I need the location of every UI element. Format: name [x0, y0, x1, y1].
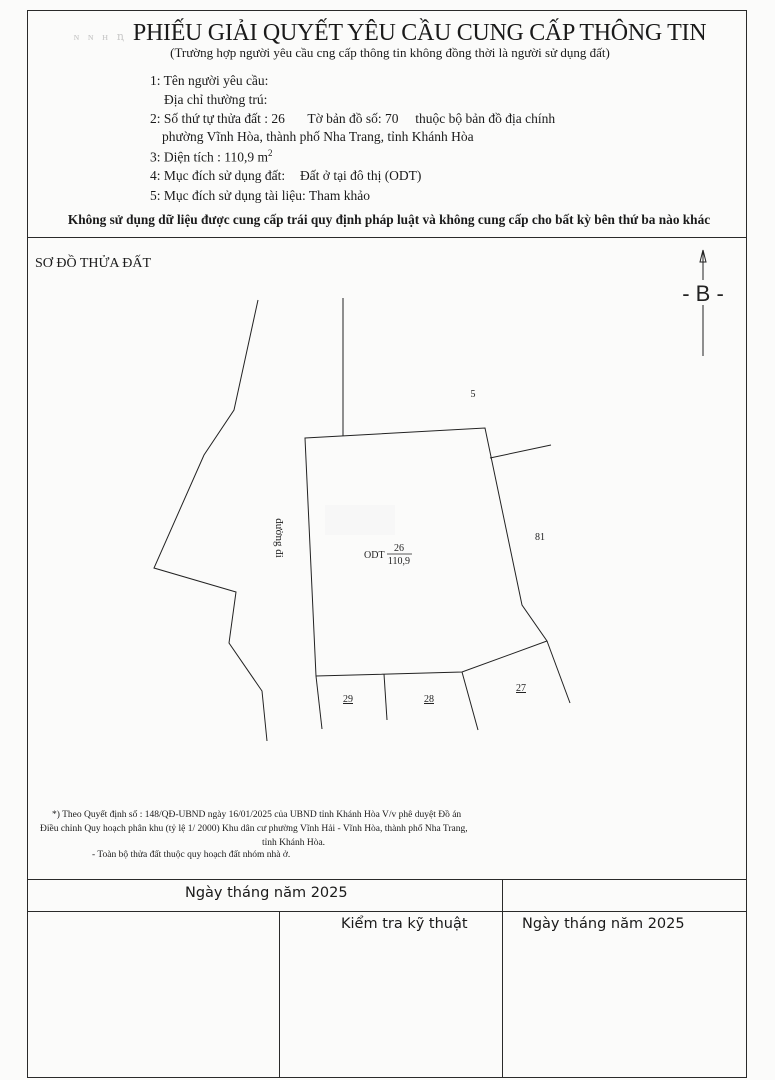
area-value: 3: Diện tích : 110,9 m: [150, 149, 268, 165]
parcel-area: 110,9: [387, 556, 411, 567]
land-use-label: 4: Mục đích sử dụng đất:: [150, 168, 286, 183]
road-left-boundary: [154, 300, 267, 741]
land-use-value: Đất ở tại đô thị (ODT): [299, 168, 422, 183]
planning-note-2: Điều chỉnh Quy hoạch phân khu (tỷ lệ 1/ 2000) Khu dân cư phường Vĩnh Hải - Vĩnh Hòa, thành phố Nha Trang,: [40, 824, 468, 834]
title-text: PHIẾU GIẢI QUYẾT YÊU CẦU CUNG CẤP THÔNG TIN: [132, 20, 707, 46]
redacted-area: [325, 505, 395, 535]
boundary-line-28: [384, 674, 387, 720]
neighbor-27: 27: [516, 683, 526, 694]
permanent-address: Địa chỉ thường trú:: [164, 92, 268, 107]
map-set: thuộc bộ bản đồ địa chính: [415, 111, 556, 126]
area-unit-sup: 2: [268, 148, 273, 158]
signature-table-top: [27, 879, 747, 880]
planning-note-3: tỉnh Khánh Hòa.: [262, 838, 326, 848]
document-subtitle: (Trường hợp người yêu cầu cng cấp thông tin không đồng thời là người sử dụng đất): [170, 45, 610, 60]
signature-col-divider-1: [279, 911, 280, 1078]
ward-location: phường Vĩnh Hòa, thành phố Nha Trang, tỉnh Khánh Hòa: [162, 129, 474, 144]
date-right: Ngày tháng năm 2025: [522, 916, 685, 932]
planning-note-4: - Toàn bộ thửa đất thuộc quy hoạch đất nhóm nhà ở.: [92, 850, 291, 860]
neighbor-81: 81: [535, 532, 545, 543]
boundary-line-28b: [462, 672, 478, 730]
map-sheet-number: Tờ bản đồ số: 70: [307, 111, 399, 126]
boundary-line-81: [490, 445, 551, 458]
north-label: - B -: [682, 281, 724, 306]
signature-col-divider-2: [502, 879, 503, 1078]
parcel-order: 2: Số thứ tự thửa đất : 26: [150, 111, 285, 126]
boundary-line-27: [547, 641, 570, 703]
planning-note-1: *) Theo Quyết định số : 148/QĐ-UBND ngày 16/01/2025 của UBND tỉnh Khánh Hòa V/v phê duyệt Đồ án: [52, 810, 462, 820]
title-faint-mark: ɴ ɴ ʜ ꞑ: [73, 31, 127, 43]
date-left: Ngày tháng năm 2025: [185, 885, 348, 901]
parcel-diagram-label: SƠ ĐỒ THỬA ĐẤT: [35, 256, 151, 271]
road-label: đường đi: [273, 518, 285, 558]
document-purpose: 5: Mục đích sử dụng tài liệu: Tham khảo: [150, 188, 371, 203]
usage-warning: Không sử dụng dữ liệu được cung cấp trái quy định pháp luật và không cung cấp cho bất kỳ bên thứ ba nào khác: [67, 212, 711, 227]
requester-name: 1: Tên người yêu cầu:: [150, 73, 269, 88]
parcel-number: 26: [394, 543, 404, 554]
parcel-code: ODT: [364, 550, 385, 561]
technical-check-label: Kiểm tra kỹ thuật: [341, 916, 468, 932]
neighbor-5: 5: [470, 389, 476, 400]
parcel-26-outline: [305, 428, 547, 676]
neighbor-29: 29: [343, 694, 353, 705]
neighbor-28: 28: [424, 694, 434, 705]
signature-table-row-divider: [27, 911, 747, 912]
boundary-line-29: [316, 676, 322, 729]
